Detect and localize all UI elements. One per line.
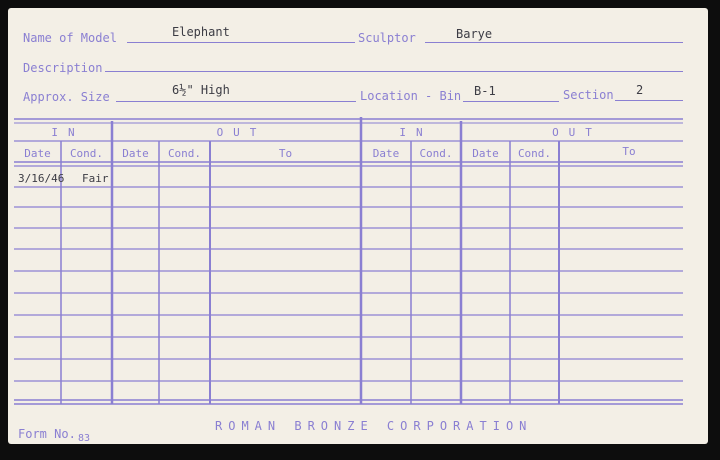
entry-in-condition: Fair bbox=[82, 172, 109, 185]
group-header-in-left: IN bbox=[51, 126, 85, 139]
group-header-in-right: IN bbox=[399, 126, 433, 139]
column-header-cond: Cond. bbox=[419, 147, 453, 160]
column-header-date: Date bbox=[472, 147, 499, 160]
form-number-value: 83 bbox=[78, 433, 91, 444]
column-header-cond: Cond. bbox=[167, 147, 202, 160]
section-label: Section bbox=[563, 88, 614, 102]
entry-in-date: 3/16/46 bbox=[18, 172, 65, 185]
column-header-date: Date bbox=[372, 147, 400, 160]
model-value: Elephant bbox=[172, 25, 230, 39]
form-number-label: Form No. bbox=[18, 427, 76, 441]
sculptor-label: Sculptor bbox=[358, 31, 416, 45]
column-header-date: Date bbox=[122, 147, 149, 160]
model-label: Name of Model bbox=[23, 31, 117, 45]
column-header-cond: Cond. bbox=[69, 147, 104, 160]
location-label: Location - Bin bbox=[360, 89, 462, 103]
description-label: Description bbox=[23, 61, 103, 75]
location-value: B-1 bbox=[474, 84, 496, 98]
group-header-out-right: OUT bbox=[552, 126, 602, 139]
column-header-date: Date bbox=[24, 147, 51, 160]
size-value: 6½" High bbox=[172, 83, 230, 97]
column-header-to: To bbox=[622, 145, 636, 158]
group-header-out-left: OUT bbox=[216, 126, 267, 139]
column-header-to: To bbox=[278, 147, 293, 160]
column-header-cond: Cond. bbox=[517, 147, 552, 160]
company-name: ROMAN BRONZE CORPORATION bbox=[215, 419, 533, 433]
section-value: 2 bbox=[636, 83, 644, 97]
sculptor-value: Barye bbox=[456, 27, 493, 41]
size-label: Approx. Size bbox=[23, 90, 110, 104]
